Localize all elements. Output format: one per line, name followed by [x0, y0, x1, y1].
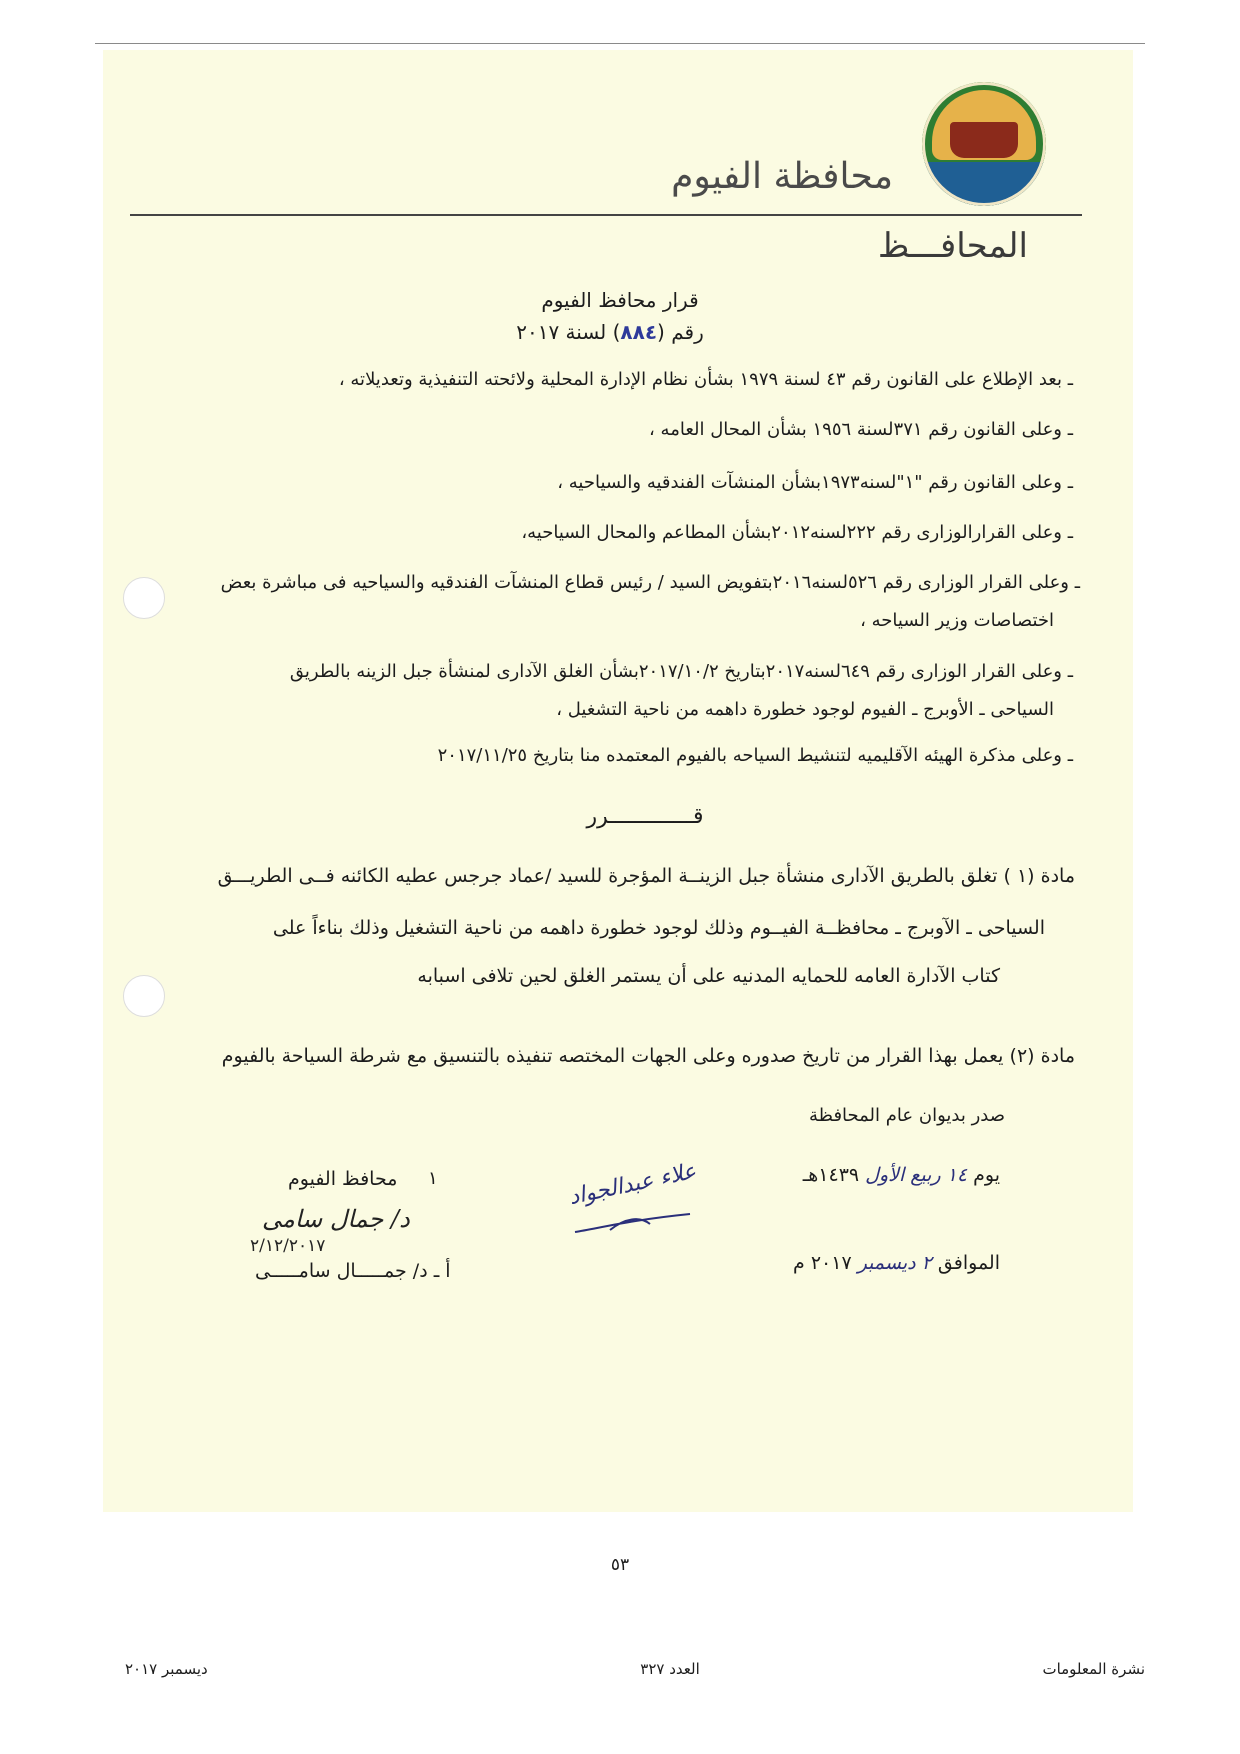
hijri-date: يوم ١٤ ربيع الأول ١٤٣٩هـ	[802, 1164, 1000, 1186]
punch-hole	[123, 975, 165, 1017]
office-title: المحافـــظ	[877, 226, 1028, 266]
decision-heading: قـــــــــــــرر	[586, 804, 704, 829]
signatory-name: أ ـ د/ جمـــــال سامـــــى	[255, 1260, 451, 1282]
signatory-title: محافظ الفيوم	[288, 1168, 398, 1190]
preamble-item: ـ وعلى القرار الوزارى رقم ٥٢٦لسنه٢٠١٦بتفويض السيد / رئيس قطاع المنشآت الفندقيه والسياحيه فى مباشرة بعض	[220, 572, 1080, 593]
footer-date: ديسمبر ٢٠١٧	[125, 1660, 208, 1678]
gregorian-date: الموافق ٢ ديسمبر ٢٠١٧ م	[793, 1252, 1000, 1274]
signature-date: ٢/١٢/٢٠١٧	[250, 1236, 326, 1256]
scanned-page	[103, 50, 1133, 1512]
page-number: ٥٣	[610, 1555, 630, 1575]
preamble-item-continued: اختصاصات وزير السياحه ،	[860, 610, 1054, 631]
governorate-name: محافظة الفيوم	[671, 156, 893, 197]
decree-number-line: رقم (٨٨٤) لسنة ٢٠١٧	[516, 320, 704, 344]
handwritten-hijri-date: ١٤ ربيع الأول	[865, 1164, 968, 1186]
article-1-line: مادة (١ ) تغلق بالطريق الآدارى منشأة جبل الزينــة المؤجرة للسيد /عماد جرجس عطيه الكائنه فــى الطريـــق	[217, 865, 1075, 887]
secondary-signature: علاء عبدالجواد	[566, 1158, 699, 1211]
signature-number: ١	[428, 1168, 438, 1189]
preamble-item-continued: السياحى ـ الأوبرج ـ الفيوم لوجود خطورة داهمه من ناحية التشغيل ،	[556, 699, 1054, 720]
governorate-seal-logo	[922, 82, 1046, 206]
signature-stroke	[570, 1210, 695, 1236]
footer-issue: العدد ٣٢٧	[640, 1660, 700, 1678]
preamble-item: ـ وعلى القانون رقم "١"لسنه١٩٧٣بشأن المنشآت الفندقيه والسياحيه ،	[557, 472, 1073, 493]
header-divider	[130, 214, 1082, 216]
preamble-item: ـ وعلى القانون رقم ٣٧١لسنة ١٩٥٦ بشأن المحال العامه ،	[649, 419, 1073, 440]
preamble-item: ـ وعلى القرارالوزارى رقم ٢٢٢لسنه٢٠١٢بشأن المطاعم والمحال السياحيه،	[521, 522, 1073, 543]
article-2: مادة (٢) يعمل بهذا القرار من تاريخ صدوره وعلى الجهات المختصه تنفيذه بالتنسيق مع شرطة السياحة بالفيوم	[221, 1045, 1075, 1067]
article-1-line: كتاب الآدارة العامه للحمايه المدنيه على أن يستمر الغلق لحين تلافى اسبابه	[417, 965, 1000, 987]
decree-number: ٨٨٤	[620, 320, 658, 344]
footer-publication: نشرة المعلومات	[1042, 1660, 1145, 1678]
preamble-item: ـ بعد الإطلاع على القانون رقم ٤٣ لسنة ١٩٧٩ بشأن نظام الإدارة المحلية ولائحته التنفيذية وتعديلاته ،	[338, 369, 1073, 390]
governor-signature: د/ جمال سامى	[262, 1205, 410, 1233]
punch-hole	[123, 577, 165, 619]
top-rule	[95, 43, 1145, 44]
issued-at: صدر بديوان عام المحافظة	[809, 1105, 1005, 1126]
preamble-item: ـ وعلى القرار الوزارى رقم ٦٤٩لسنه٢٠١٧بتاريخ ٢٠١٧/١٠/٢بشأن الغلق الآدارى لمنشأة جبل الزينه بالطريق	[289, 661, 1073, 682]
article-1-line: السياحى ـ الآوبرج ـ محافظــة الفيــوم وذلك لوجود خطورة داهمه من ناحية التشغيل وذلك بناءاً على	[272, 917, 1045, 939]
decree-title: قرار محافظ الفيوم	[541, 288, 699, 312]
preamble-item: ـ وعلى مذكرة الهيئه الآقليميه لتنشيط السياحه بالفيوم المعتمده منا بتاريخ ٢٠١٧/١١/٢٥	[437, 745, 1073, 766]
handwritten-gregorian-date: ٢ ديسمبر	[857, 1252, 932, 1274]
